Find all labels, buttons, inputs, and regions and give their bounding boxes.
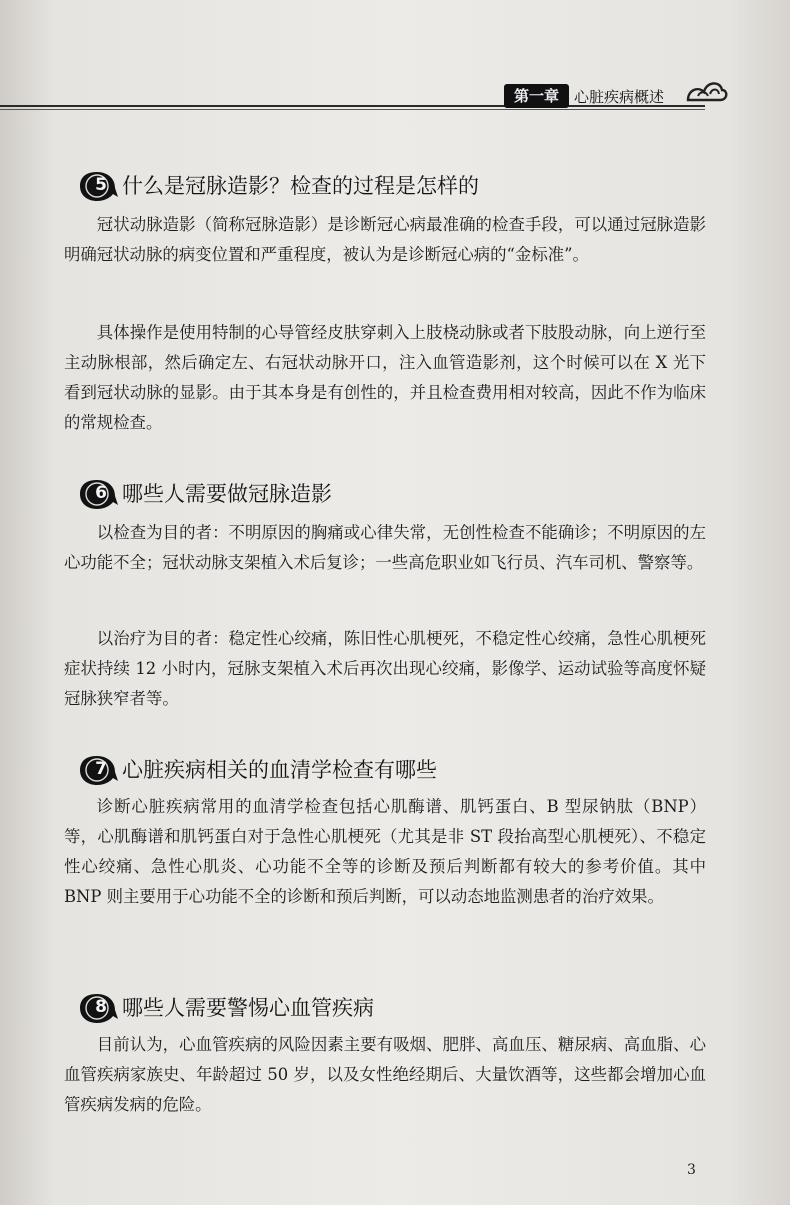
section-title: 什么是冠脉造影？检查的过程是怎样的 — [122, 174, 479, 198]
section-number: 6 — [95, 483, 107, 503]
section-title: 心脏疾病相关的血清学检查有哪些 — [122, 758, 437, 782]
paragraph: 目前认为，心血管疾病的风险因素主要有吸烟、肥胖、高血压、糖尿病、高血脂、心血管疾病家族史、年龄超过 50 岁，以及女性绝经期后、大量饮酒等，这些都会增加心血管疾病发病的危险。 — [64, 1035, 706, 1114]
paragraph: 冠状动脉造影（简称冠脉造影）是诊断冠心病最准确的检查手段，可以通过冠脉造影明确冠状动脉的病变位置和严重程度，被认为是诊断冠心病的“金标准”。 — [64, 215, 706, 264]
header-rule-thin — [0, 109, 705, 110]
paragraph: 以检查为目的者：不明原因的胸痛或心律失常，无创性检查不能确诊；不明原因的左心功能不全；冠状动脉支架植入术后复诊；一些高危职业如飞行员、汽车司机、警察等。 — [64, 523, 706, 572]
section-title: 哪些人需要做冠脉造影 — [122, 482, 332, 506]
cloud-ornament-icon — [684, 74, 728, 108]
paragraph: 诊断心脏疾病常用的血清学检查包括心肌酶谱、肌钙蛋白、B 型尿钠肽（BNP）等，心肌酶谱和肌钙蛋白对于急性心肌梗死（尤其是非 ST 段抬高型心肌梗死）、不稳定性心绞痛、急性心肌炎、心功能不全等的诊断及预后判断都有较大的参考价值。其中 BNP 则主要用于心功能不全的诊断和预后判断，可以动态地监测患者的治疗效果。 — [64, 797, 706, 906]
section-number: 8 — [95, 997, 107, 1017]
running-header — [0, 78, 790, 118]
chapter-title: 心脏疾病概述 — [574, 88, 665, 106]
section-title: 哪些人需要警惕心血管疾病 — [122, 996, 374, 1020]
paragraph: 以治疗为目的者：稳定性心绞痛，陈旧性心肌梗死，不稳定性心绞痛，急性心肌梗死症状持续 12 小时内，冠脉支架植入术后再次出现心绞痛，影像学、运动试验等高度怀疑冠脉狭窄者等。 — [64, 629, 706, 708]
section-number: 5 — [95, 175, 107, 195]
section-number: 7 — [95, 759, 107, 779]
page-number: 3 — [687, 1162, 696, 1178]
chapter-label: 第一章 — [504, 84, 569, 108]
paragraph: 具体操作是使用特制的心导管经皮肤穿刺入上肢桡动脉或者下肢股动脉，向上逆行至主动脉根部，然后确定左、右冠状动脉开口，注入血管造影剂，这个时候可以在 X 光下看到冠状动脉的显影。由于其本身是有创性的，并且检查费用相对较高，因此不作为临床的常规检查。 — [64, 323, 706, 432]
